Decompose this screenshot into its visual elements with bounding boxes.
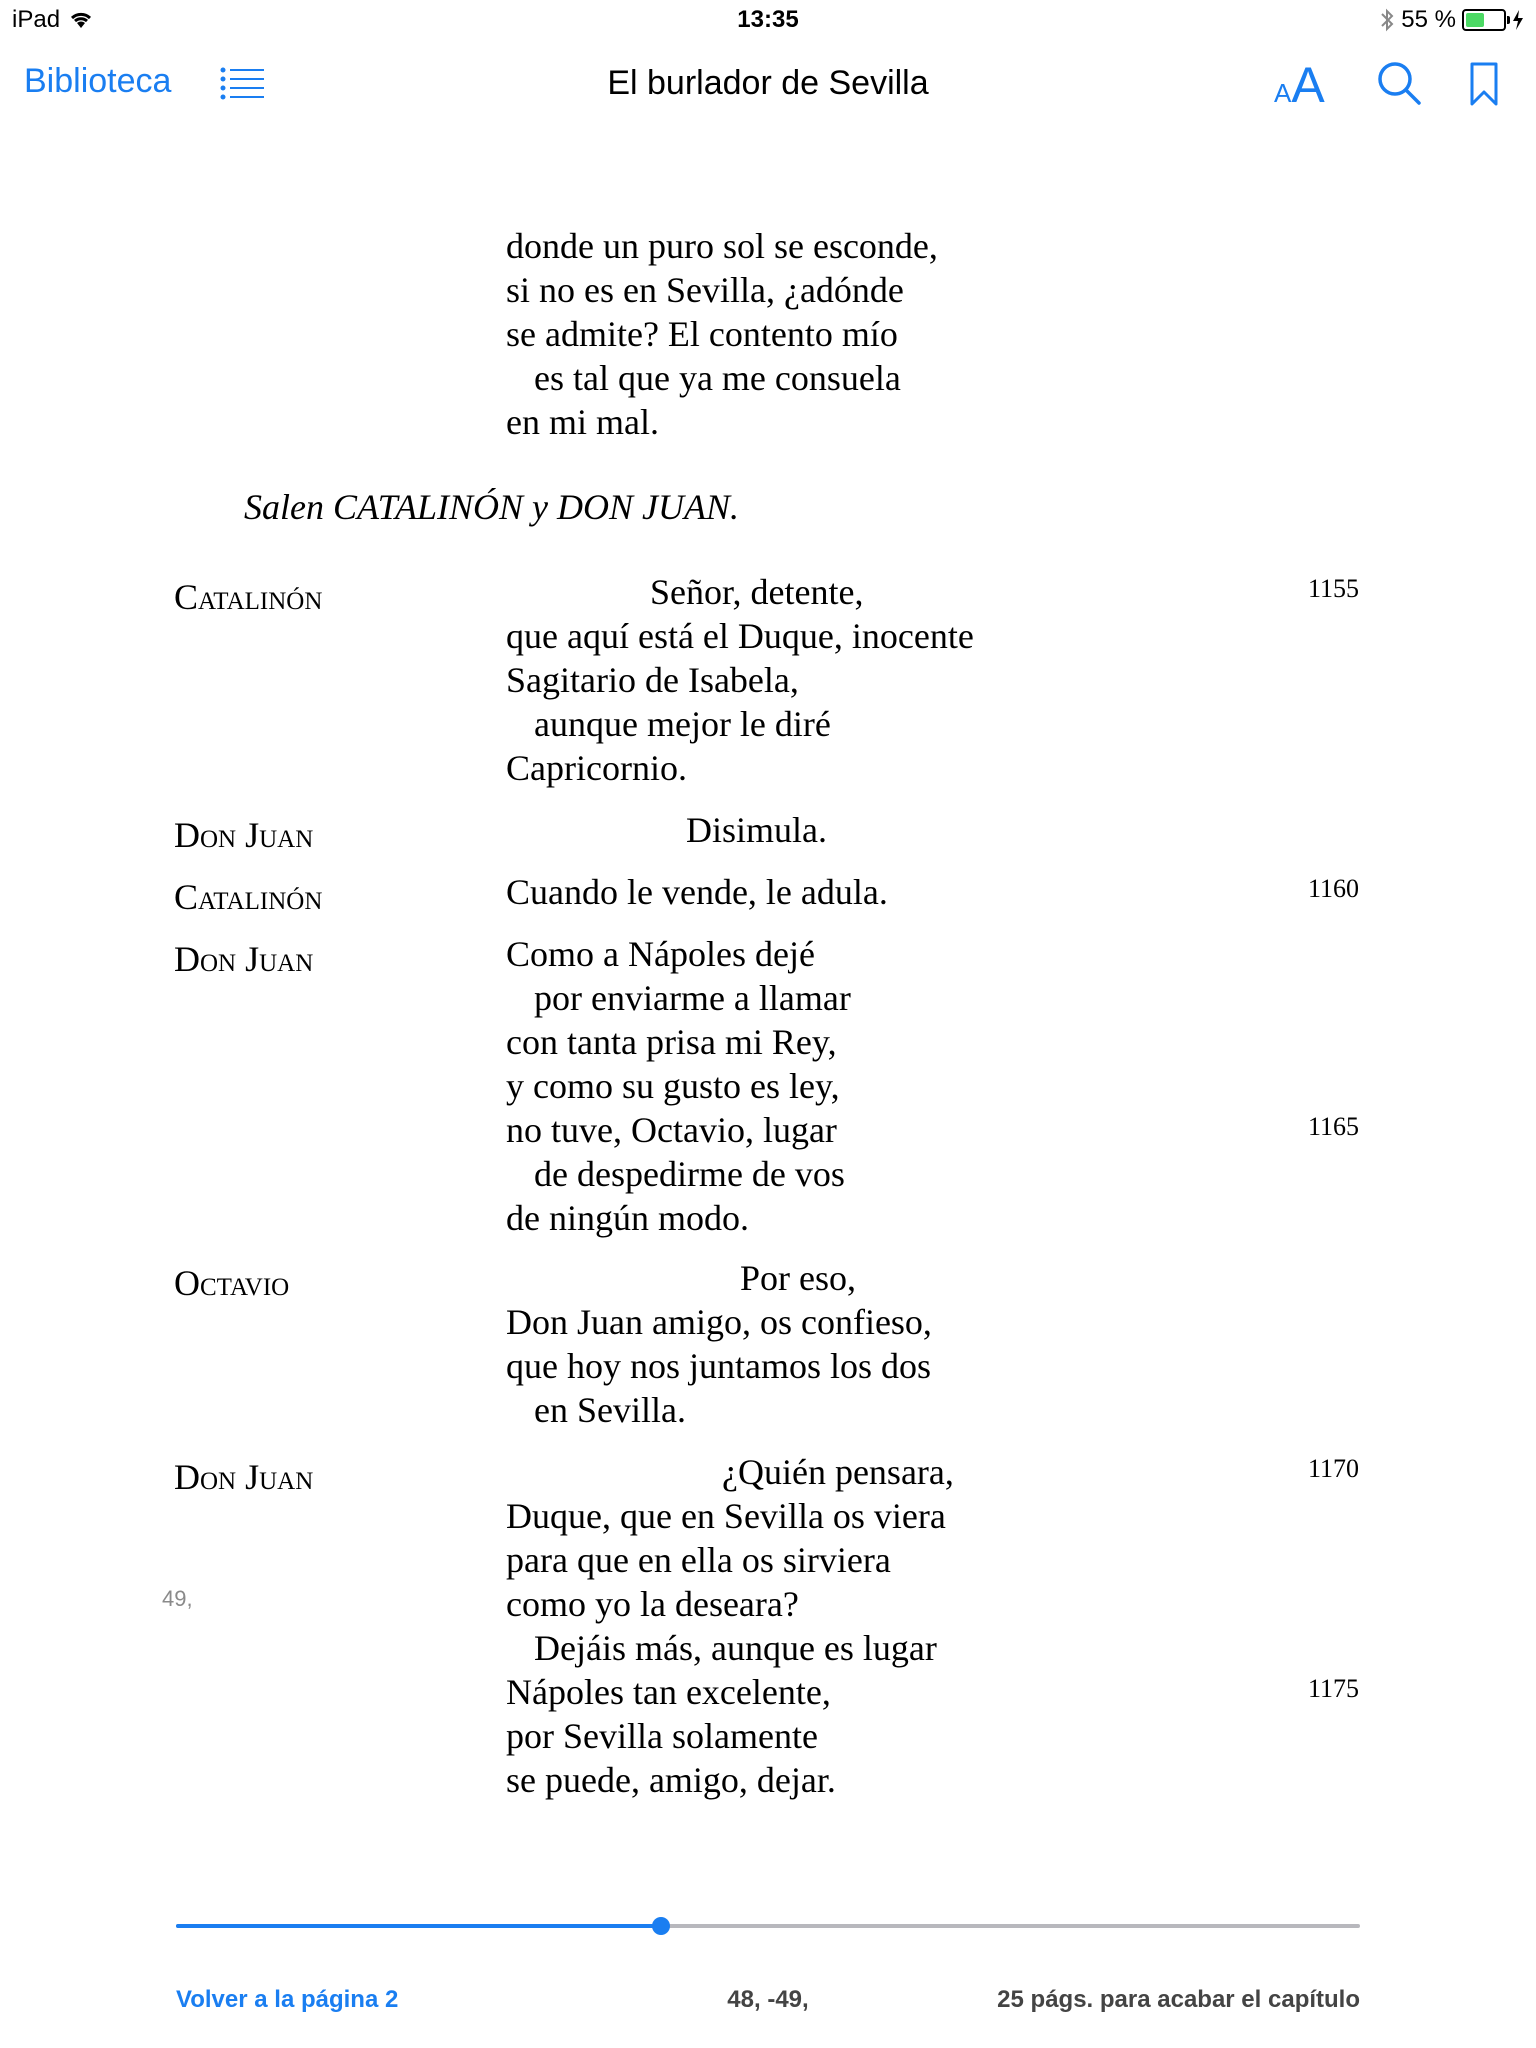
- speaker-name: Octavio: [174, 1263, 290, 1303]
- verse-line: Dejáis más, aunque es lugar: [534, 1628, 937, 1668]
- verse-line: con tanta prisa mi Rey,: [506, 1022, 837, 1062]
- book-title: El burlador de Sevilla: [607, 64, 929, 102]
- verse-line: Capricornio.: [506, 748, 687, 788]
- verse-line: Don Juan amigo, os confieso,: [506, 1302, 932, 1342]
- verse-line: si no es en Sevilla, ¿adónde: [506, 270, 904, 310]
- speaker-name: Catalinón: [174, 577, 323, 617]
- verse-line: para que en ella os sirviera: [506, 1540, 891, 1580]
- line-number: 1175: [1308, 1674, 1360, 1703]
- verse-line: de despedirme de vos: [534, 1154, 845, 1194]
- verse-line: Sagitario de Isabela,: [506, 660, 799, 700]
- verse-line: como yo la deseara?: [506, 1584, 799, 1624]
- verse-line: Cuando le vende, le adula.: [506, 872, 888, 912]
- verse-line: Duque, que en Sevilla os viera: [506, 1496, 946, 1536]
- line-number: 1160: [1308, 874, 1360, 903]
- verse-line: en mi mal.: [506, 402, 659, 442]
- page-progress-slider[interactable]: [176, 1924, 1360, 1928]
- font-large-glyph: A: [1291, 57, 1325, 113]
- verse-line: que hoy nos juntamos los dos: [506, 1346, 932, 1386]
- back-to-page-link[interactable]: Volver a la página 2: [176, 1986, 399, 2013]
- speaker-name: Catalinón: [174, 877, 323, 917]
- speaker-name: Don Juan: [174, 1457, 314, 1497]
- verse-line: Señor, detente,: [650, 572, 864, 612]
- verse-line: en Sevilla.: [534, 1390, 686, 1430]
- verse-line: se puede, amigo, dejar.: [506, 1760, 836, 1800]
- line-number: 1165: [1308, 1112, 1360, 1141]
- status-time: 13:35: [737, 6, 799, 33]
- page-numbers: 48, -49,: [727, 1986, 809, 2013]
- font-small-glyph: A: [1274, 78, 1292, 108]
- margin-page-number: 49,: [162, 1586, 193, 1611]
- verse-line: y como su gusto es ley,: [506, 1066, 840, 1106]
- device-name: iPad: [12, 6, 61, 33]
- verse-line: Disimula.: [686, 810, 827, 850]
- verse-line: Nápoles tan excelente,: [506, 1672, 831, 1712]
- line-number: 1155: [1308, 574, 1360, 603]
- verse-line: ¿Quién pensara,: [722, 1452, 954, 1492]
- stage-direction: Salen CATALINÓN y DON JUAN.: [244, 487, 739, 527]
- battery-percent: 55 %: [1401, 6, 1456, 33]
- speaker-name: Don Juan: [174, 815, 314, 855]
- verse-line: de ningún modo.: [506, 1198, 749, 1238]
- line-number: 1170: [1308, 1454, 1360, 1483]
- verse-line: Como a Nápoles dejé: [506, 934, 815, 974]
- verse-line: Por eso,: [740, 1258, 856, 1298]
- verse-line: se admite? El contento mío: [506, 314, 898, 354]
- verse-line: donde un puro sol se esconde,: [506, 226, 938, 266]
- pages-remaining: 25 págs. para acabar el capítulo: [997, 1986, 1360, 2013]
- library-button[interactable]: Biblioteca: [24, 62, 172, 100]
- verse-line: es tal que ya me consuela: [534, 358, 901, 398]
- verse-line: por Sevilla solamente: [506, 1716, 818, 1756]
- verse-line: que aquí está el Duque, inocente: [506, 616, 974, 656]
- verse-line: por enviarme a llamar: [534, 978, 851, 1018]
- verse-line: no tuve, Octavio, lugar: [506, 1110, 837, 1150]
- verse-line: aunque mejor le diré: [534, 704, 831, 744]
- speaker-name: Don Juan: [174, 939, 314, 979]
- slider-fill: [176, 1924, 661, 1928]
